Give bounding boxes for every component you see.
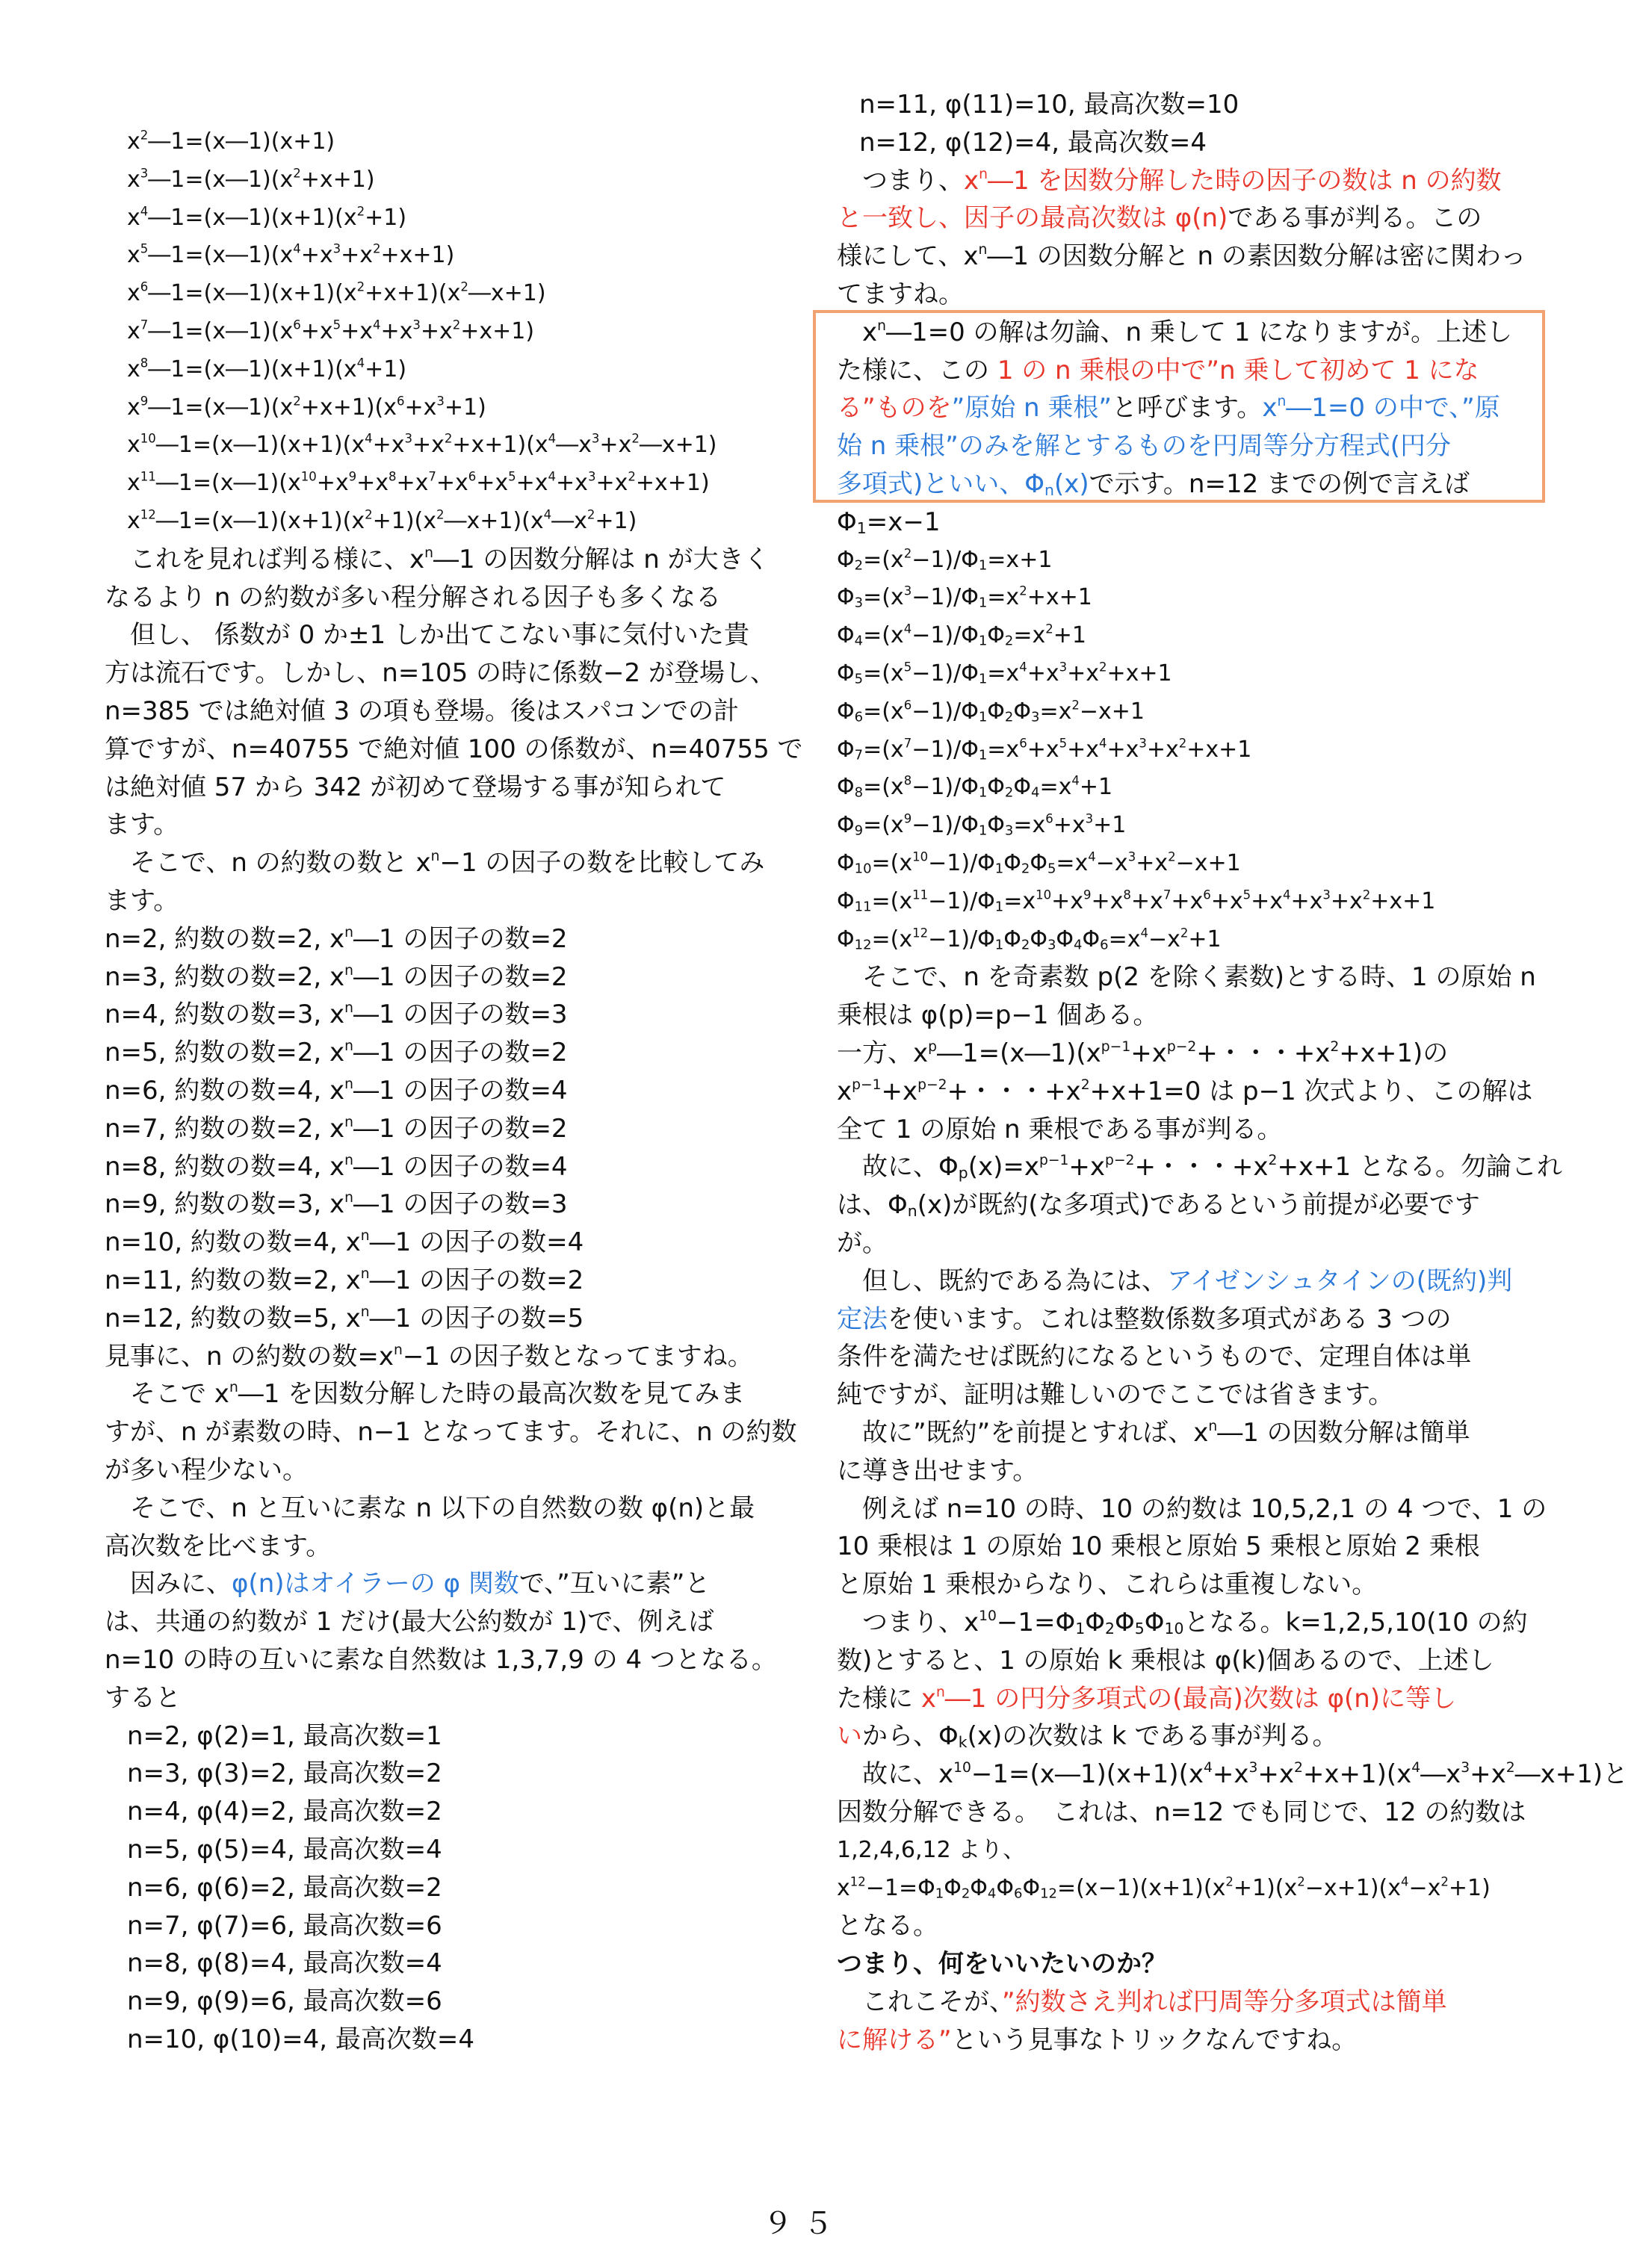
right-column-line: つまり、$x^{10}-1=\Phi_1\Phi_2\Phi_5\Phi_{10}$となる。k=1,2,5,10(10 の約 (837, 1608, 1528, 1638)
left-column-line: n=7, φ(7)=6, 最高次数=6 (127, 1910, 442, 1941)
right-column-line: $\Phi_4=(x^4-1)/\Phi_1\Phi_2=x^2+1$ (837, 622, 1086, 649)
right-column-line: に導き出せます。 (837, 1455, 1039, 1486)
left-column-line: ます。 (105, 810, 179, 840)
right-column-line: $\Phi_1=x-1$ (837, 506, 941, 537)
page-number: ９５ (763, 2207, 844, 2241)
left-column-line: n=5, φ(5)=4, 最高次数=4 (127, 1835, 442, 1865)
right-column-line: $\Phi_5=(x^5-1)/\Phi_1=x^4+x^3+x^2+x+1$ (837, 660, 1172, 687)
left-column-line: n=9, 約数の数=3, $x^n―1$ の因子の数=3 (105, 1189, 568, 1220)
left-column-line: n=2, 約数の数=2, $x^n―1$ の因子の数=2 (105, 923, 568, 954)
left-column-line: n=3, 約数の数=2, $x^n―1$ の因子の数=2 (105, 961, 568, 992)
right-column-line: 純ですが、証明は難しいのでここでは省きます。 (837, 1380, 1394, 1410)
left-column-line: n=5, 約数の数=2, $x^n―1$ の因子の数=2 (105, 1038, 568, 1068)
right-column-line: $x^{12}-1=\Phi_1\Phi_2\Phi_4\Phi_6\Phi_{12}=(x-1)(x+1)(x^2+1)(x^2-x+1)(x^4-x^2+1)$ (837, 1874, 1491, 1902)
right-column-line: 因数分解できる。 これは、n=12 でも同じで、12 の約数は (837, 1797, 1526, 1827)
left-column-line: n=9, φ(9)=6, 最高次数=6 (127, 1986, 442, 2017)
right-column-line: これこそが、”約数さえ判れば円周等分多項式は簡単 (837, 1987, 1447, 2017)
right-column-line: 故に、$x^{10}-1=(x―1)(x+1)(x^4+x^3+x^2+x+1)(x^4―x^3+x^2―x+1)$と (837, 1759, 1628, 1790)
left-column-line: $x^3―1=(x―1)(x^2+x+1)$ (127, 166, 375, 193)
right-column-line: いから、$\Phi_k(x)$の次数は k である事が判る。 (837, 1721, 1338, 1752)
right-column-line: 但し、既約である為には、アイゼンシュタインの(既約)判 (837, 1265, 1513, 1296)
right-column-line: 条件を満たせば既約になるというもので、定理自体は単 (837, 1342, 1472, 1372)
right-column-line: $\Phi_7=(x^7-1)/\Phi_1=x^6+x^5+x^4+x^3+x^2+x+1$ (837, 736, 1252, 763)
left-column-line: $x^{12}―1=(x―1)(x+1)(x^2+1)(x^2―x+1)(x^4―x^2+1)$ (127, 507, 637, 534)
left-column-line: n=385 では絶対値 3 の項も登場。後はスパコンでの計 (105, 696, 739, 726)
left-column-line: は、共通の約数が 1 だけ(最大公約数が 1)で、例えば (105, 1607, 714, 1638)
right-column-line: と原始 1 乗根からなり、これらは重複しない。 (837, 1570, 1378, 1600)
left-column-line: $x^7―1=(x―1)(x^6+x^5+x^4+x^3+x^2+x+1)$ (127, 317, 535, 344)
left-column-line: n=4, φ(4)=2, 最高次数=2 (127, 1797, 442, 1827)
right-column-line: 例えば n=10 の時、10 の約数は 10,5,2,1 の 4 つで、1 の (837, 1493, 1547, 1524)
right-column-line: $\Phi_{11}=(x^{11}-1)/\Phi_1=x^{10}+x^9+x^8+x^7+x^6+x^5+x^4+x^3+x^2+x+1$ (837, 887, 1436, 915)
left-column-line: そこで、n の約数の数と $x^n-1$ の因子の数を比較してみ (105, 848, 765, 879)
left-column-line: $x^4―1=(x―1)(x+1)(x^2+1)$ (127, 204, 407, 231)
right-column-line: 定法を使います。これは整数係数多項式がある 3 つの (837, 1304, 1452, 1334)
left-column-line: n=6, 約数の数=4, $x^n―1$ の因子の数=4 (105, 1076, 568, 1106)
right-column-line: $\Phi_6=(x^6-1)/\Phi_1\Phi_2\Phi_3=x^2-x+1$ (837, 698, 1145, 725)
right-column-line: つまり、何をいいたいのか？ (837, 1949, 1167, 1980)
right-column-line: 1,2,4,6,12 より、 (837, 1836, 1026, 1863)
right-column-line: と一致し、因子の最高次数は φ(n)である事が判る。この (837, 203, 1482, 234)
left-column-line: n=12, 約数の数=5, $x^n―1$ の因子の数=5 (105, 1303, 584, 1333)
right-column-line: 様にして、$x^n―1$ の因数分解と n の素因数分解は密に関わっ (837, 241, 1526, 272)
right-column-line: 乗根は φ(p)=p−1 個ある。 (837, 1000, 1159, 1031)
left-column-line: n=7, 約数の数=2, $x^n―1$ の因子の数=2 (105, 1113, 568, 1144)
left-column-line: n=10, 約数の数=4, $x^n―1$ の因子の数=4 (105, 1227, 584, 1258)
right-column-line: てますね。 (837, 279, 964, 309)
left-column-line: ます。 (105, 886, 179, 916)
right-column-line: 数)とすると、1 の原始 k 乗根は φ(k)個あるので、上述し (837, 1645, 1494, 1676)
left-column-line: そこで、n と互いに素な n 以下の自然数の数 φ(n)と最 (105, 1493, 755, 1523)
left-column-line: これを見れば判る様に、$x^n―1$ の因数分解は n が大きく (105, 544, 770, 574)
right-column-line: そこで、n を奇素数 p(2 を除く素数)とする時、1 の原始 n (837, 962, 1536, 993)
left-column-line: n=10 の時の互いに素な自然数は 1,3,7,9 の 4 つとなる。 (105, 1645, 777, 1675)
right-column-line: 故に、$\Phi_p(x)=x^{p-1}+x^{p-2}+$・・・$+x^2+x+1$ となる。勿論これ (837, 1152, 1562, 1183)
right-column-line: 故に”既約”を前提とすれば、$x^n―1$ の因数分解は簡単 (837, 1418, 1470, 1448)
left-column-line: $x^8―1=(x―1)(x+1)(x^4+1)$ (127, 356, 407, 382)
right-column-line: 始 n 乗根”のみを解とするものを円周等分方程式(円分 (837, 431, 1452, 462)
right-column-line: $x^{p-1}+x^{p-2}+$・・・$+x^2+x+1=0$ は p−1 次式より、この解は (837, 1076, 1533, 1106)
right-column-line: は、$\Phi_n(x)$が既約(な多項式)であるという前提が必要です (837, 1190, 1480, 1221)
right-column-line: $\Phi_{10}=(x^{10}-1)/\Phi_1\Phi_2\Phi_5=x^4-x^3+x^2-x+1$ (837, 849, 1241, 877)
left-column-line: n=11, 約数の数=2, $x^n―1$ の因子の数=2 (105, 1265, 584, 1295)
right-column-line: 全て 1 の原始 n 乗根である事が判る。 (837, 1114, 1283, 1144)
right-column-line: $\Phi_2=(x^2-1)/\Phi_1=x+1$ (837, 546, 1053, 574)
left-column-line: 高次数を比べます。 (105, 1531, 332, 1561)
left-column-line: 方は流石です。しかし、n=105 の時に係数−2 が登場し、 (105, 658, 776, 689)
left-column-line: n=8, 約数の数=4, $x^n―1$ の因子の数=4 (105, 1151, 568, 1182)
left-column-line: 因みに、φ(n)はオイラーの φ 関数で、”互いに素”と (105, 1569, 711, 1599)
right-column-line: が。 (837, 1228, 888, 1258)
left-column-line: $x^9―1=(x―1)(x^2+x+1)(x^6+x^3+1)$ (127, 394, 486, 421)
right-column-line: $\Phi_8=(x^8-1)/\Phi_1\Phi_2\Phi_4=x^4+1$ (837, 774, 1113, 801)
right-column-line: n=11, φ(11)=10, 最高次数=10 (859, 90, 1239, 120)
left-column-line: n=8, φ(8)=4, 最高次数=4 (127, 1948, 442, 1979)
right-column-line: $\Phi_9=(x^9-1)/\Phi_1\Phi_3=x^6+x^3+1$ (837, 811, 1127, 839)
left-column-line: そこで $x^n―1$ を因数分解した時の最高次数を見てみま (105, 1379, 746, 1410)
left-column-line: n=4, 約数の数=3, $x^n―1$ の因子の数=3 (105, 1000, 568, 1030)
left-column-line: すると (105, 1682, 181, 1713)
left-column-line: は絶対値 57 から 342 が初めて登場する事が知られて (105, 772, 726, 802)
right-column-line: となる。 (837, 1911, 938, 1942)
right-column-line: $x^n―1=0$ の解は勿論、n 乗して 1 になりますが。上述し (837, 317, 1513, 347)
right-column-line: つまり、$x^n―1$ を因数分解した時の因子の数は n の約数 (837, 165, 1502, 196)
left-column-line: n=2, φ(2)=1, 最高次数=1 (127, 1720, 442, 1751)
left-column-line: 算ですが、n=40755 で絶対値 100 の係数が、n=40755 で (105, 734, 803, 764)
left-column-line: $x^5―1=(x―1)(x^4+x^3+x^2+x+1)$ (127, 242, 455, 269)
left-column-line: なるより n の約数が多い程分解される因子も多くなる (105, 582, 722, 613)
left-column-line: $x^{10}―1=(x―1)(x+1)(x^4+x^3+x^2+x+1)(x^4―x^3+x^2―x+1)$ (127, 432, 717, 459)
right-column-line: n=12, φ(12)=4, 最高次数=4 (859, 127, 1207, 158)
left-column-line: 見事に、n の約数の数$=x^n-1$ の因子数となってますね。 (105, 1341, 753, 1372)
left-column-line: n=6, φ(6)=2, 最高次数=2 (127, 1872, 442, 1903)
left-column-line: n=3, φ(3)=2, 最高次数=2 (127, 1759, 442, 1789)
right-column-line: た様に、この 1 の n 乗根の中で”n 乗して初めて 1 にな (837, 355, 1479, 385)
right-column-line: 多項式)といい、$\Phi_n(x)$で示す。n=12 までの例で言えば (837, 469, 1470, 500)
right-column-line: $\Phi_{12}=(x^{12}-1)/\Phi_1\Phi_2\Phi_3\Phi_4\Phi_6=x^4-x^2+1$ (837, 926, 1222, 953)
left-column-line: 但し、 係数が 0 か±1 しか出てこない事に気付いた貴 (105, 620, 749, 651)
right-column-line: $\Phi_3=(x^3-1)/\Phi_1=x^2+x+1$ (837, 584, 1092, 611)
left-column-line: $x^6―1=(x―1)(x+1)(x^2+x+1)(x^2―x+1)$ (127, 279, 546, 307)
left-column-line: すが、n が素数の時、n−1 となってます。それに、n の約数 (105, 1417, 797, 1448)
right-column-line: 10 乗根は 1 の原始 10 乗根と原始 5 乗根と原始 2 乗根 (837, 1531, 1480, 1562)
left-column-line: が多い程少ない。 (105, 1455, 308, 1485)
right-column-line: 一方、$x^p―1=(x―1)(x^{p-1}+x^{p-2}+$・・・$+x^2+x+1$)の (837, 1038, 1449, 1068)
left-column-line: $x^2―1=(x―1)(x+1)$ (127, 128, 335, 155)
right-column-line: に解ける”という見事なトリックなんですね。 (837, 2024, 1358, 2055)
primitive-root-callout-box (813, 310, 1545, 503)
left-column-line: $x^{11}―1=(x―1)(x^{10}+x^9+x^8+x^7+x^6+x^5+x^4+x^3+x^2+x+1)$ (127, 469, 710, 497)
right-column-line: る”ものを”原始 n 乗根”と呼びます。$x^n―1=0$ の中で、”原 (837, 393, 1500, 424)
left-column-line: n=10, φ(10)=4, 最高次数=4 (127, 2024, 474, 2054)
right-column-line: た様に $x^n―1$ の円分多項式の(最高)次数は φ(n)に等し (837, 1683, 1457, 1714)
